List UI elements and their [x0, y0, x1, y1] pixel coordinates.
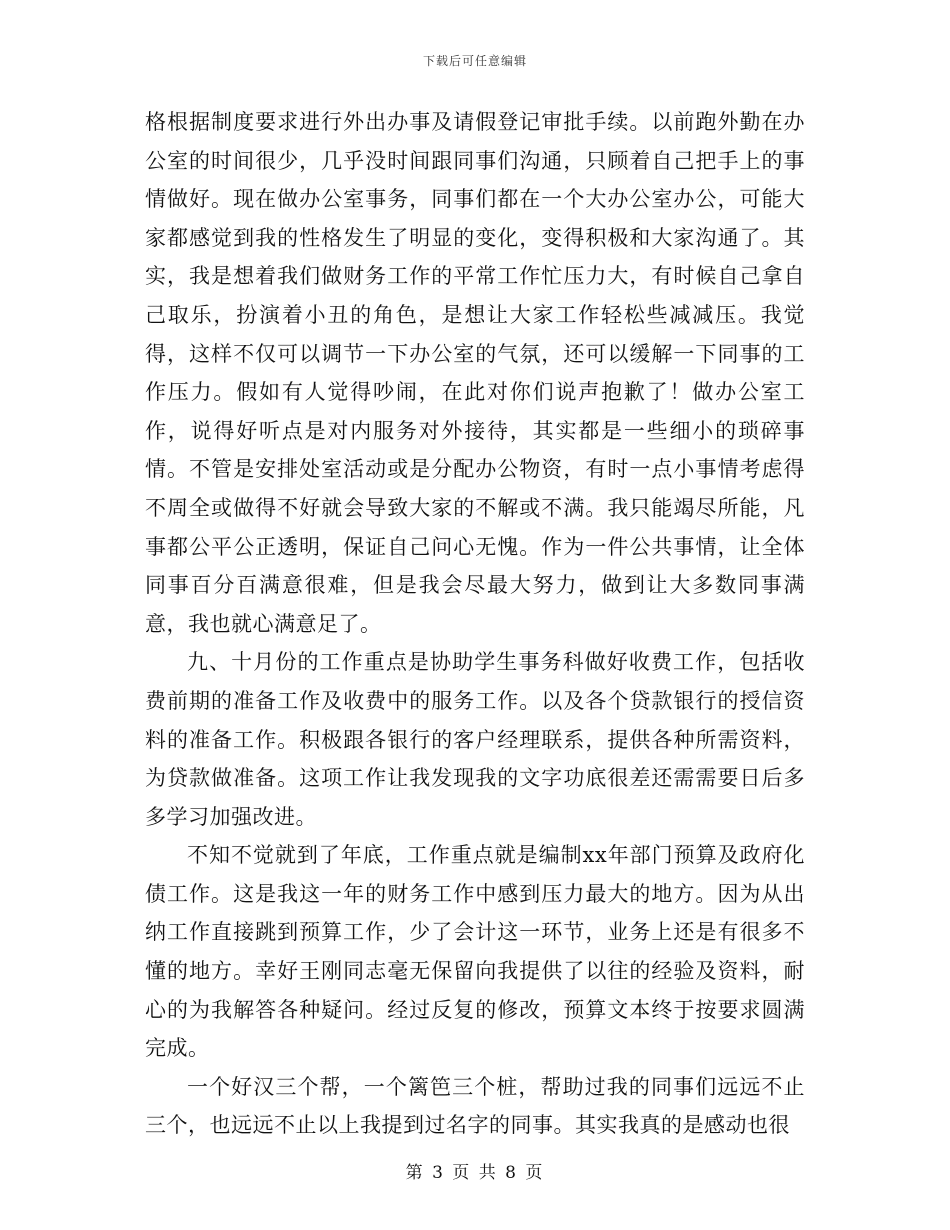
page-footer: 第 3 页 共 8 页 — [405, 1163, 545, 1183]
paragraph-3: 不知不觉就到了年底，工作重点就是编制xx年部门预算及政府化债工作。这是我这一年的财务工作中感到压力最大的地方。因为从出纳工作直接跳到预算工作，少了会计这一环节，业务上还是有很多不懂的地方。幸好王刚同志毫无保留向我提供了以往的经验及资料，耐心的为我解答各种疑问。经过反复的修改，预算文本终于按要求圆满完成。 — [145, 843, 805, 1061]
page-header: 下载后可任意编辑 — [422, 54, 527, 68]
paragraph-4: 一个好汉三个帮，一个篱笆三个桩，帮助过我的同事们远远不止三个，也远远不止以上我提到过名字的同事。其实我真的是感动也很 — [145, 1074, 805, 1138]
paragraph-1: 格根据制度要求进行外出办事及请假登记审批手续。以前跑外勤在办公室的时间很少，几乎没时间跟同事们沟通，只顾着自己把手上的事情做好。现在做办公室事务，同事们都在一个大办公室办公，可能大家都感觉到我的性格发生了明显的变化，变得积极和大家沟通了。其实，我是想着我们做财务工作的平常工作忙压力大，有时候自己拿自己取乐，扮演着小丑的角色，是想让大家工作轻松些减减压。我觉得，这样不仅可以调节一下办公室的气氛，还可以缓解一下同事的工作压力。假如有人觉得吵闹，在此对你们说声抱歉了！做办公室工作，说得好听点是对内服务对外接待，其实都是一些细小的琐碎事情。不管是安排处室活动或是分配办公物资，有时一点小事情考虑得不周全或做得不好就会导致大家的不解或不满。我只能竭尽所能，凡事都公平公正透明，保证自己问心无愧。作为一件公共事情，让全体同事百分百满意很难，但是我会尽最大努力，做到让大多数同事满意，我也就心满意足了。 — [145, 110, 805, 636]
document-body — [145, 103, 805, 1145]
paragraph-2: 九、十月份的工作重点是协助学生事务科做好收费工作，包括收费前期的准备工作及收费中的服务工作。以及各个贷款银行的授信资料的准备工作。积极跟各银行的客户经理联系，提供各种所需资料，为贷款做准备。这项工作让我发现我的文字功底很差还需需要日后多多学习加强改进。 — [145, 650, 805, 829]
